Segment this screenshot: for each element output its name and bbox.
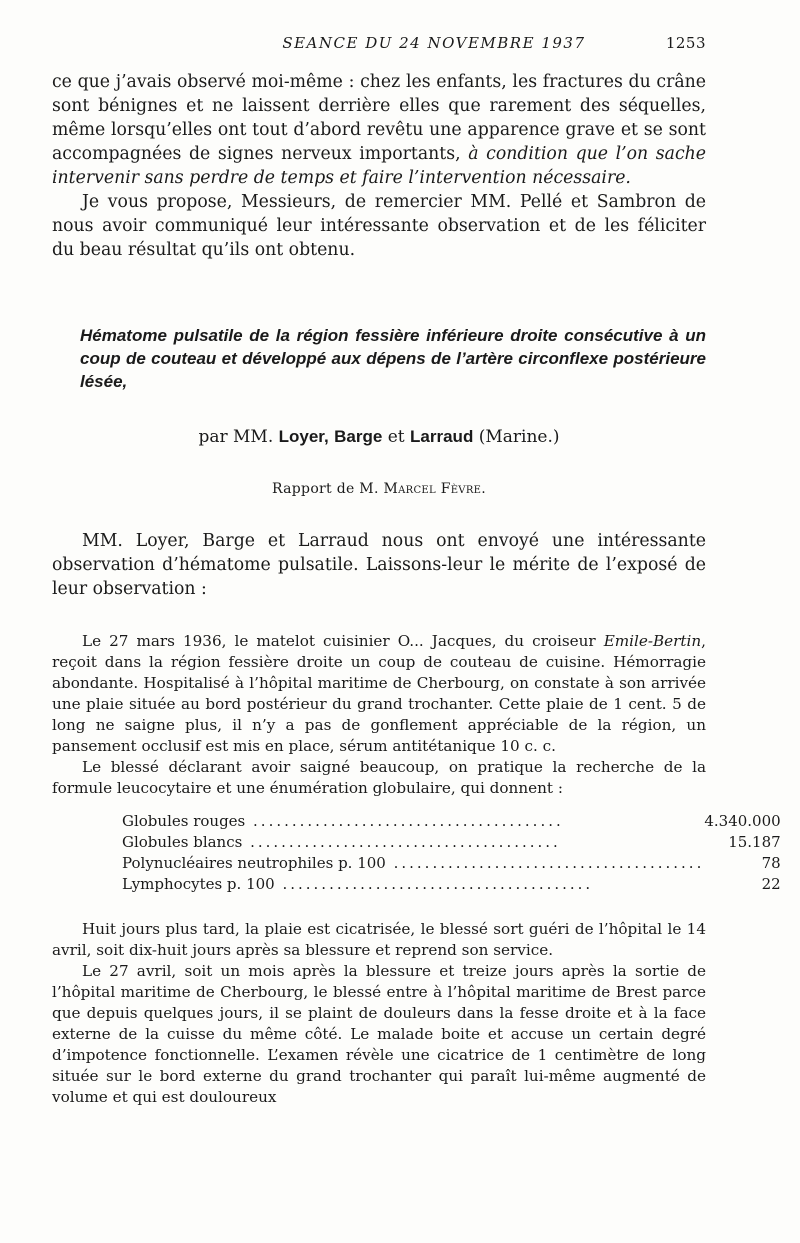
- intro-section: [52, 529, 706, 601]
- result-label: Polynucléaires neutrophiles p. 100 ........................................: [122, 854, 705, 872]
- case-paragraph-3: Huit jours plus tard, la plaie est cicatrisée, le blessé sort guéri de l’hôpital le 14 avril, soit dix-huit jours après sa blessure et reprend son service.: [52, 920, 706, 959]
- running-header: [52, 34, 706, 52]
- rapport-line: Rapport de M. Marcel Fèvre.: [271, 481, 487, 497]
- page: [52, 34, 781, 1108]
- opening-section: [52, 70, 706, 262]
- result-value: 22: [761, 875, 781, 893]
- result-value: 78: [761, 854, 781, 872]
- intro-paragraph: MM. Loyer, Barge et Larraud nous ont envoyé une intéressante observation d’hématome pulsatile. Laissons-leur le mérite de l’exposé de leur observation :: [52, 531, 706, 599]
- article-title: Hématome pulsatile de la région fessière inférieure droite consécutive à un coup de couteau et développé aux dépens de l’artère circonflexe postérieure lésée,: [80, 326, 706, 391]
- case-paragraph-2: Le blessé déclarant avoir saigné beaucoup, on pratique la recherche de la formule leucocytaire et une énumération globulaire, qui donnent :: [52, 758, 706, 797]
- page-number: 1253: [665, 34, 706, 52]
- result-row: [122, 832, 781, 853]
- result-row: [122, 874, 781, 895]
- result-label: Globules rouges ........................................: [122, 812, 564, 830]
- case-paragraph-1: Le 27 mars 1936, le matelot cuisinier O... Jacques, du croiseur Emile-Bertin, reçoit dans la région fessière droite un coup de couteau de cuisine. Hémorragie abondante. Hospitalisé à l’hôpital maritime de Cherbourg, on constate à son arrivée une plaie située au bord postérieur du grand trochanter. Cette plaie de 1 cent. 5 de long ne saigne plus, il n’y a pas de gonflement appréciable de la région, un pansement occlusif est mis en place, sérum antitétanique 10 c. c.: [52, 632, 706, 755]
- result-row: [122, 853, 781, 874]
- case-paragraph-4: Le 27 avril, soit un mois après la blessure et treize jours après la sortie de l’hôpital maritime de Cherbourg, le blessé entre à l’hôpital maritime de Brest parce que depuis quelques jours, il se plaint de douleurs dans la fesse droite et à la face externe de la cuisse du même côté. Le malade boite et accuse un certain degré d’impotence fonctionnelle. L’examen révèle une cicatrice de 1 centimètre de long située sur le bord externe du grand trochanter qui paraît lui-même augmenté de volume et qui est douloureux: [52, 962, 706, 1106]
- result-row: [122, 811, 781, 832]
- article-authors: par MM. Loyer, Barge et Larraud (Marine.): [198, 427, 560, 447]
- blood-results-table: [122, 811, 781, 895]
- result-value: 15.187: [728, 833, 781, 851]
- header-title: SEANCE DU 24 NOVEMBRE 1937: [282, 34, 586, 52]
- result-value: 4.340.000: [704, 812, 781, 830]
- result-label: Lymphocytes p. 100 ........................................: [122, 875, 594, 893]
- opening-paragraph-2: Je vous propose, Messieurs, de remercier MM. Pellé et Sambron de nous avoir communiqué leur intéressante observation et de les féliciter du beau résultat qu’ils ont obtenu.: [52, 192, 706, 260]
- result-label: Globules blancs ........................................: [122, 833, 561, 851]
- opening-paragraph-1: ce que j’avais observé moi-même : chez les enfants, les fractures du crâne sont bénignes et ne laissent derrière elles que rarement des séquelles, même lorsqu’elles ont tout d’abord revêtu une apparence grave et se sont accompagnées de signes nerveux importants, à condition que l’on sache intervenir sans perdre de temps et faire l’intervention nécessaire.: [52, 72, 707, 188]
- case-report: [52, 631, 781, 1108]
